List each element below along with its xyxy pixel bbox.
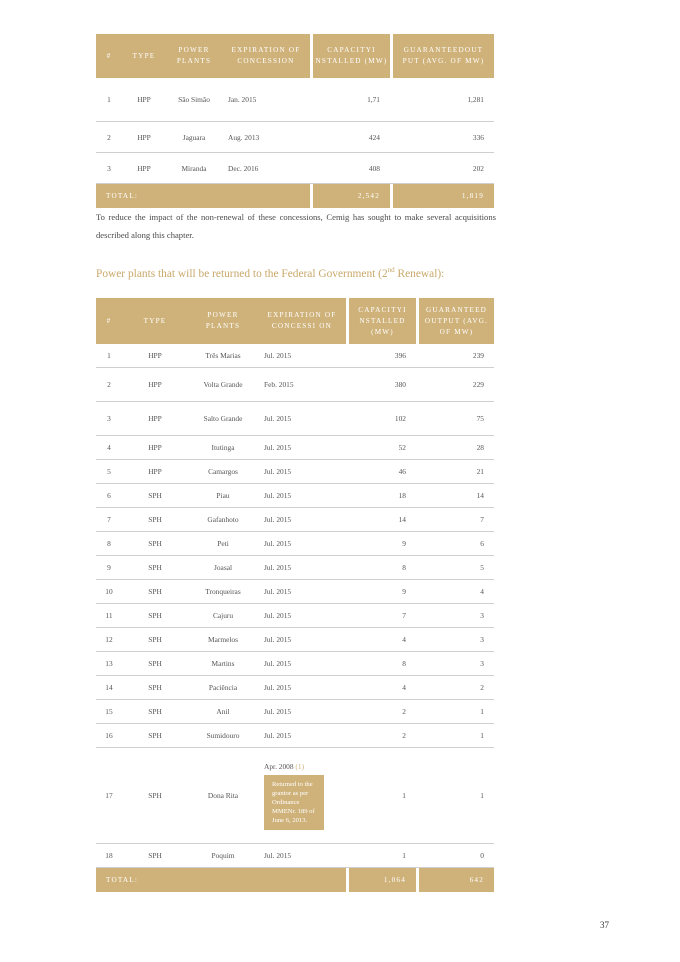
col-header-expiration: EXPIRATION OF CONCESSI ON bbox=[258, 298, 346, 344]
row-plant-name: Itutinga bbox=[188, 436, 258, 460]
row-guaranteed: 3 bbox=[416, 604, 494, 628]
row-plant-name: Martins bbox=[188, 652, 258, 676]
row-guaranteed: 1 bbox=[416, 700, 494, 724]
row-capacity: 102 bbox=[346, 402, 416, 436]
row-expiration bbox=[258, 532, 346, 556]
row-type: SPH bbox=[122, 484, 188, 508]
row-capacity: 46 bbox=[346, 460, 416, 484]
table-row bbox=[96, 368, 494, 402]
row-guaranteed: 1,281 bbox=[390, 78, 494, 122]
table-row bbox=[96, 604, 494, 628]
col-header-capacity: CAPACITYI NSTALLED (MW) bbox=[346, 298, 416, 344]
row-plant-name: Paciência bbox=[188, 676, 258, 700]
row-guaranteed: 229 bbox=[416, 368, 494, 402]
table-row bbox=[96, 532, 494, 556]
row-guaranteed: 21 bbox=[416, 460, 494, 484]
row-plant-name: Poquim bbox=[188, 844, 258, 868]
row-guaranteed: 6 bbox=[416, 532, 494, 556]
row-number: 2 bbox=[96, 122, 122, 153]
table-row bbox=[96, 122, 494, 153]
section-heading: Power plants that will be returned to the Federal Government (2nd Renewal): bbox=[96, 266, 445, 280]
col-header-type: TYPE bbox=[122, 298, 188, 344]
row-guaranteed: 75 bbox=[416, 402, 494, 436]
col-header-plants: POWER PLANTS bbox=[166, 34, 222, 78]
row-guaranteed: 2 bbox=[416, 676, 494, 700]
total-row bbox=[96, 868, 494, 892]
row-number: 7 bbox=[96, 508, 122, 532]
row-expiration bbox=[258, 844, 346, 868]
table-row bbox=[96, 402, 494, 436]
expiration-date: Jul. 2015 bbox=[264, 467, 292, 476]
expiration-date: Jul. 2015 bbox=[264, 659, 292, 668]
row-capacity: 8 bbox=[346, 556, 416, 580]
row-expiration bbox=[258, 508, 346, 532]
total-capacity: 2,542 bbox=[310, 184, 390, 208]
expiration-date: Jul. 2015 bbox=[264, 515, 292, 524]
row-plant-name: Peti bbox=[188, 532, 258, 556]
expiration-date: Jul. 2015 bbox=[264, 635, 292, 644]
row-capacity: 2 bbox=[346, 724, 416, 748]
row-capacity: 7 bbox=[346, 604, 416, 628]
row-number: 17 bbox=[96, 748, 122, 844]
expiration-date: Jul. 2015 bbox=[264, 563, 292, 572]
row-guaranteed: 7 bbox=[416, 508, 494, 532]
paragraph-text: To reduce the impact of the non-renewal of these concessions, Cemig has sought to make several acquisitions described along this chapter. bbox=[96, 212, 496, 240]
row-plant-name: Tronqueiras bbox=[188, 580, 258, 604]
total-row bbox=[96, 184, 494, 208]
row-plant-name: Camargos bbox=[188, 460, 258, 484]
row-capacity: 380 bbox=[346, 368, 416, 402]
table-row bbox=[96, 508, 494, 532]
total-label: TOTAL: bbox=[96, 184, 310, 208]
row-guaranteed: 0 bbox=[416, 844, 494, 868]
row-type: SPH bbox=[122, 580, 188, 604]
row-expiration bbox=[258, 604, 346, 628]
row-number: 2 bbox=[96, 368, 122, 402]
table-row bbox=[96, 652, 494, 676]
row-plant-name: Sumidouro bbox=[188, 724, 258, 748]
row-plant-name: Salto Grande bbox=[188, 402, 258, 436]
col-header-guaranteed: GUARANTEEDOUT PUT (AVG. OF MW) bbox=[390, 34, 494, 78]
expiration-date: Feb. 2015 bbox=[264, 380, 294, 389]
row-guaranteed: 3 bbox=[416, 628, 494, 652]
row-type: SPH bbox=[122, 532, 188, 556]
row-number: 1 bbox=[96, 78, 122, 122]
row-capacity: 18 bbox=[346, 484, 416, 508]
expiration-date: Apr. 2008 bbox=[264, 761, 294, 771]
page-number: 37 bbox=[600, 920, 609, 930]
total-label: TOTAL: bbox=[96, 868, 346, 892]
table-row bbox=[96, 700, 494, 724]
row-expiration bbox=[222, 78, 310, 122]
row-expiration bbox=[258, 344, 346, 368]
row-guaranteed: 1 bbox=[416, 748, 494, 844]
expiration-date: Jul. 2015 bbox=[264, 351, 292, 360]
col-header-expiration: EXPIRATION OF CONCESSION bbox=[222, 34, 310, 78]
row-plant-name: Gafanhoto bbox=[188, 508, 258, 532]
expiration-date: Jul. 2015 bbox=[264, 491, 292, 500]
expiration-date: Jul. 2015 bbox=[264, 539, 292, 548]
col-header-type: TYPE bbox=[122, 34, 166, 78]
row-type: SPH bbox=[122, 628, 188, 652]
row-number: 9 bbox=[96, 556, 122, 580]
row-guaranteed: 5 bbox=[416, 556, 494, 580]
row-type: SPH bbox=[122, 724, 188, 748]
row-plant-name: Anil bbox=[188, 700, 258, 724]
row-expiration bbox=[258, 436, 346, 460]
row-capacity: 9 bbox=[346, 532, 416, 556]
expiration-date: Jul. 2015 bbox=[264, 414, 292, 423]
row-plant-name: Marmelos bbox=[188, 628, 258, 652]
table-row bbox=[96, 676, 494, 700]
row-guaranteed: 28 bbox=[416, 436, 494, 460]
row-plant-name: Miranda bbox=[166, 153, 222, 184]
row-capacity: 408 bbox=[310, 153, 390, 184]
table-row bbox=[96, 460, 494, 484]
note-reference: (1) bbox=[295, 761, 305, 771]
row-expiration bbox=[258, 556, 346, 580]
row-expiration bbox=[258, 368, 346, 402]
row-plant-name: Jaguara bbox=[166, 122, 222, 153]
row-expiration bbox=[258, 402, 346, 436]
row-number: 6 bbox=[96, 484, 122, 508]
row-capacity: 9 bbox=[346, 580, 416, 604]
row-guaranteed: 14 bbox=[416, 484, 494, 508]
row-number: 3 bbox=[96, 153, 122, 184]
row-plant-name: Dona Rita bbox=[188, 748, 258, 844]
row-guaranteed: 1 bbox=[416, 724, 494, 748]
expiration-date: Dec. 2016 bbox=[228, 163, 259, 173]
row-plant-name: São Simão bbox=[166, 78, 222, 122]
row-type: HPP bbox=[122, 344, 188, 368]
row-plant-name: Três Marias bbox=[188, 344, 258, 368]
row-expiration bbox=[258, 676, 346, 700]
row-type: SPH bbox=[122, 556, 188, 580]
expiration-date: Jul. 2015 bbox=[264, 611, 292, 620]
row-guaranteed: 239 bbox=[416, 344, 494, 368]
table-row bbox=[96, 748, 494, 844]
row-capacity: 2 bbox=[346, 700, 416, 724]
row-guaranteed: 3 bbox=[416, 652, 494, 676]
row-plant-name: Joasal bbox=[188, 556, 258, 580]
table-row bbox=[96, 844, 494, 868]
row-number: 4 bbox=[96, 436, 122, 460]
row-number: 10 bbox=[96, 580, 122, 604]
row-capacity: 8 bbox=[346, 652, 416, 676]
row-type: SPH bbox=[122, 508, 188, 532]
row-expiration bbox=[258, 628, 346, 652]
row-plant-name: Cajuru bbox=[188, 604, 258, 628]
total-capacity: 1,064 bbox=[346, 868, 416, 892]
row-number: 5 bbox=[96, 460, 122, 484]
expiration-date: Aug. 2013 bbox=[228, 132, 260, 142]
row-capacity: 4 bbox=[346, 676, 416, 700]
row-capacity: 1 bbox=[346, 844, 416, 868]
row-type: HPP bbox=[122, 78, 166, 122]
row-capacity: 14 bbox=[346, 508, 416, 532]
table-row bbox=[96, 724, 494, 748]
table-row bbox=[96, 153, 494, 184]
row-capacity: 1 bbox=[346, 748, 416, 844]
table-row bbox=[96, 556, 494, 580]
row-expiration bbox=[258, 652, 346, 676]
expiration-date: Jul. 2015 bbox=[264, 707, 292, 716]
row-expiration bbox=[258, 700, 346, 724]
col-header-guaranteed: GUARANTEED OUTPUT (AVG. OF MW) bbox=[416, 298, 494, 344]
col-header-capacity: CAPACITYI NSTALLED (MW) bbox=[310, 34, 390, 78]
table-row bbox=[96, 628, 494, 652]
row-type: HPP bbox=[122, 460, 188, 484]
concessions-table bbox=[96, 34, 494, 208]
row-capacity: 424 bbox=[310, 122, 390, 153]
row-expiration bbox=[258, 484, 346, 508]
expiration-date: Jul. 2015 bbox=[264, 443, 292, 452]
table-row bbox=[96, 580, 494, 604]
table-header-row bbox=[96, 298, 494, 344]
row-number: 8 bbox=[96, 532, 122, 556]
col-header-number: # bbox=[96, 298, 122, 344]
row-number: 3 bbox=[96, 402, 122, 436]
row-number: 14 bbox=[96, 676, 122, 700]
row-number: 18 bbox=[96, 844, 122, 868]
col-header-number: # bbox=[96, 34, 122, 78]
row-type: SPH bbox=[122, 652, 188, 676]
expiration-date: Jul. 2015 bbox=[264, 683, 292, 692]
row-expiration bbox=[222, 122, 310, 153]
row-expiration bbox=[258, 748, 346, 844]
row-expiration bbox=[258, 580, 346, 604]
row-type: HPP bbox=[122, 153, 166, 184]
table-row bbox=[96, 484, 494, 508]
row-number: 11 bbox=[96, 604, 122, 628]
row-type: SPH bbox=[122, 700, 188, 724]
row-type: HPP bbox=[122, 436, 188, 460]
row-capacity: 396 bbox=[346, 344, 416, 368]
row-type: SPH bbox=[122, 676, 188, 700]
row-plant-name: Volta Grande bbox=[188, 368, 258, 402]
table-header-row bbox=[96, 34, 494, 78]
row-number: 16 bbox=[96, 724, 122, 748]
row-type: SPH bbox=[122, 844, 188, 868]
row-number: 13 bbox=[96, 652, 122, 676]
row-type: SPH bbox=[122, 604, 188, 628]
row-guaranteed: 202 bbox=[390, 153, 494, 184]
row-expiration bbox=[258, 460, 346, 484]
table-row bbox=[96, 436, 494, 460]
row-number: 12 bbox=[96, 628, 122, 652]
row-expiration bbox=[258, 724, 346, 748]
row-expiration bbox=[222, 153, 310, 184]
row-guaranteed: 336 bbox=[390, 122, 494, 153]
row-type: HPP bbox=[122, 402, 188, 436]
row-number: 1 bbox=[96, 344, 122, 368]
row-guaranteed: 4 bbox=[416, 580, 494, 604]
expiration-date: Jan. 2015 bbox=[228, 95, 257, 104]
total-guaranteed: 642 bbox=[416, 868, 494, 892]
table-row bbox=[96, 78, 494, 122]
row-capacity: 52 bbox=[346, 436, 416, 460]
row-capacity: 1,71 bbox=[310, 78, 390, 122]
expiration-date: Jul. 2015 bbox=[264, 731, 292, 740]
table-row bbox=[96, 344, 494, 368]
row-number: 15 bbox=[96, 700, 122, 724]
total-guaranteed: 1,819 bbox=[390, 184, 494, 208]
row-type: SPH bbox=[122, 748, 188, 844]
expiration-date: Jul. 2015 bbox=[264, 587, 292, 596]
col-header-plants: POWER PLANTS bbox=[188, 298, 258, 344]
returned-plants-table bbox=[96, 298, 494, 892]
row-type: HPP bbox=[122, 122, 166, 153]
footnote-box: Returned to the grantor as per Ordinance MMENr. 189 of June 6, 2013. bbox=[264, 775, 324, 830]
row-type: HPP bbox=[122, 368, 188, 402]
expiration-date: Jul. 2015 bbox=[264, 851, 292, 860]
row-plant-name: Piau bbox=[188, 484, 258, 508]
row-capacity: 4 bbox=[346, 628, 416, 652]
